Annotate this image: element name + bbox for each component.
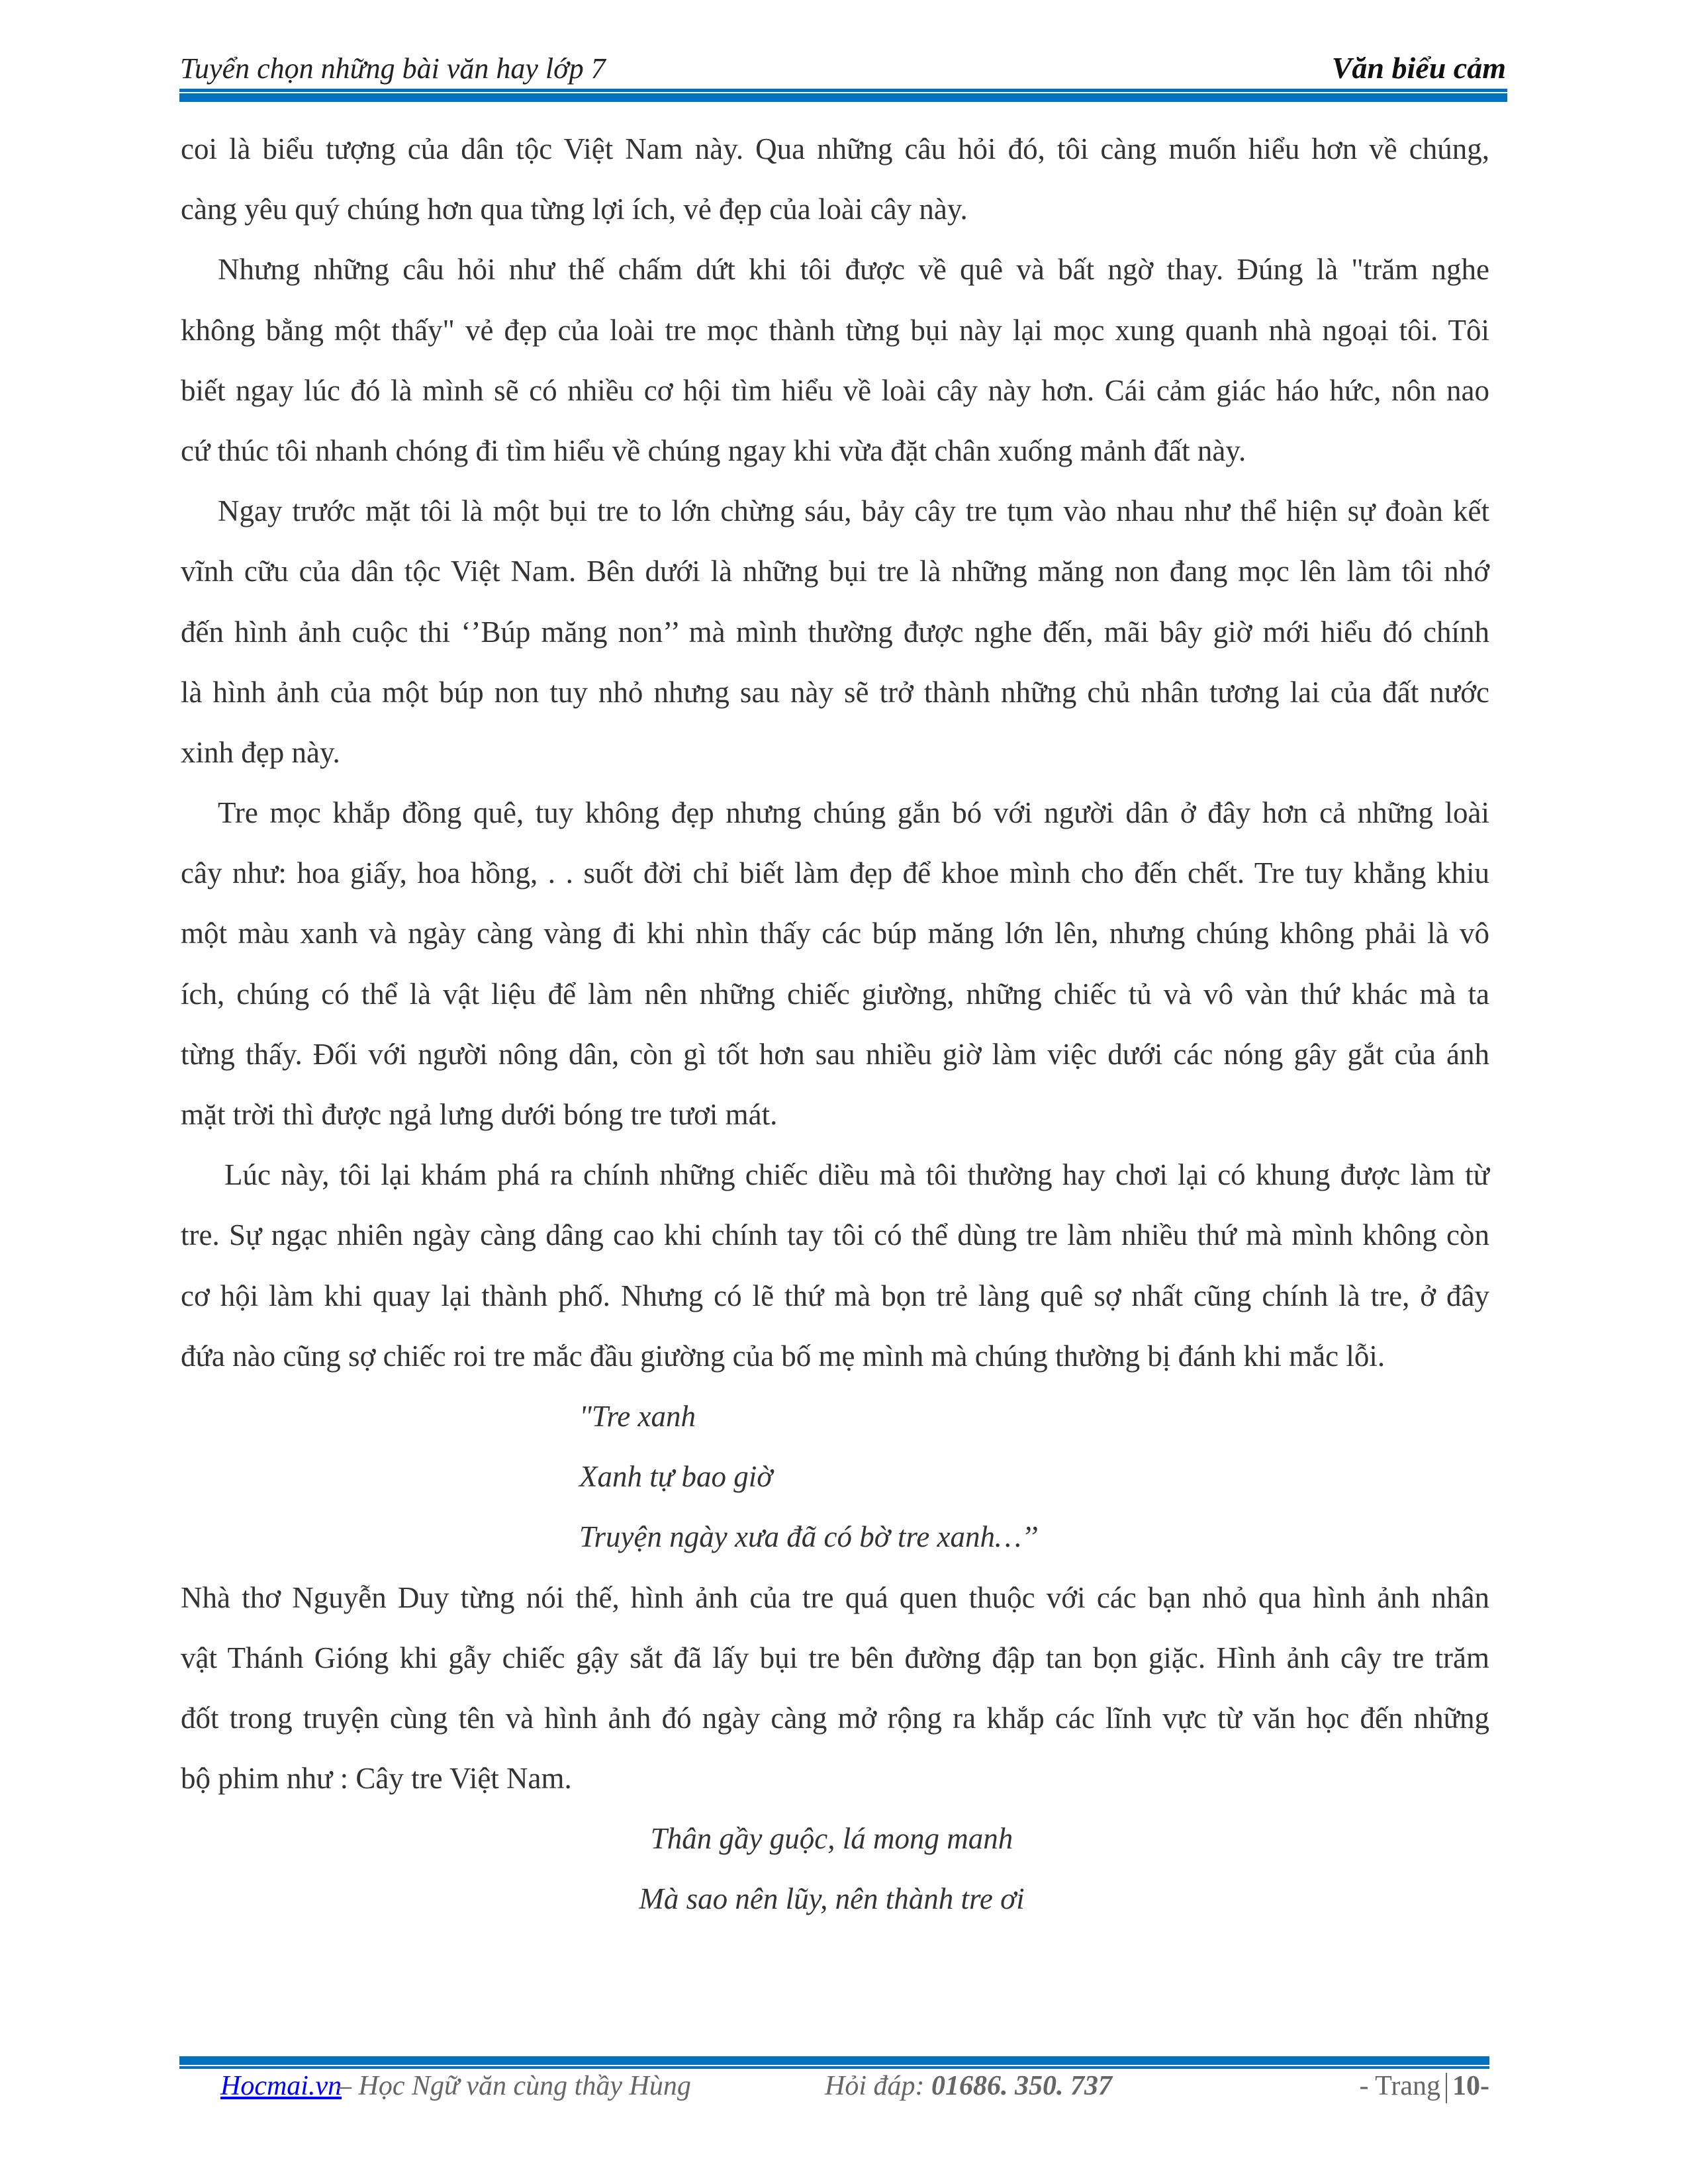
document-body xyxy=(181,119,1489,1930)
poem-line: Mà sao nên lũy, nên thành tre ơi xyxy=(639,1882,1025,1916)
text-line: đến hình ảnh cuộc thi ‘’Búp măng non’’ mà mình thường được nghe đến, mãi bây giờ mới hiểu đó chính xyxy=(181,615,1489,649)
text-line: một màu xanh và ngày càng vàng đi khi nhìn thấy các búp măng lớn lên, nhưng chúng không phải là vô xyxy=(181,917,1489,950)
text-line: không bằng một thấy" vẻ đẹp của loài tre mọc thành từng bụi này lại mọc xung quanh nhà ngoại tôi. Tôi xyxy=(181,313,1489,347)
text-line: bộ phim như : Cây tre Việt Nam. xyxy=(181,1762,572,1796)
poem-line: "Tre xanh xyxy=(579,1399,696,1433)
text-line: là hình ảnh của một búp non tuy nhỏ nhưng sau này sẽ trở thành những chủ nhân tương lai của đất nước xyxy=(181,675,1489,709)
text-line: cơ hội làm khi quay lại thành phố. Nhưng có lẽ thứ mà bọn trẻ làng quê sợ nhất cũng chính là tre, ở đây xyxy=(181,1279,1489,1312)
text-line: biết ngay lúc đó là mình sẽ có nhiều cơ hội tìm hiểu về loài cây này hơn. Cái cảm giác háo hức, nôn nao xyxy=(181,373,1489,407)
text-line: xinh đẹp này. xyxy=(181,735,340,769)
footer-qa-phone: 01686. 350. 737 xyxy=(931,2071,1112,2101)
text-line: Lúc này, tôi lại khám phá ra chính những chiếc diều mà tôi thường hay chơi lại có khung được làm từ xyxy=(224,1158,1489,1192)
text-line: càng yêu quý chúng hơn qua từng lợi ích, vẻ đẹp của loài cây này. xyxy=(181,193,968,226)
text-line: coi là biểu tượng của dân tộc Việt Nam này. Qua những câu hỏi đó, tôi càng muốn hiểu hơn về chúng, xyxy=(181,132,1489,165)
text-line: cây như: hoa giấy, hoa hồng, . . suốt đời chỉ biết làm đẹp để khoe mình cho đến chết. Tre tuy khẳng khiu xyxy=(181,856,1489,890)
text-line: tre. Sự ngạc nhiên ngày càng dâng cao khi chính tay tôi có thể dùng tre làm nhiều thứ mà mình không còn xyxy=(181,1218,1489,1252)
header-section: Văn biểu cảm xyxy=(1331,51,1506,85)
text-line: vĩnh cữu của dân tộc Việt Nam. Bên dưới là những bụi tre là những măng non đang mọc lên làm tôi nhớ xyxy=(181,555,1489,588)
footer-site-link[interactable]: Hocmai.vn xyxy=(220,2071,342,2101)
footer-divider-thick xyxy=(179,2056,1489,2065)
text-line: Tre mọc khắp đồng quê, tuy không đẹp nhưng chúng gắn bó với người dân ở đây hơn cả những loài xyxy=(218,796,1489,830)
footer-page-number: 10- xyxy=(1452,2071,1489,2101)
text-line: mặt trời thì được ngả lưng dưới bóng tre tươi mát. xyxy=(181,1098,778,1131)
text-line: Nhà thơ Nguyễn Duy từng nói thế, hình ảnh của tre quá quen thuộc với các bạn nhỏ qua hình ảnh nhân xyxy=(181,1580,1489,1614)
footer-qa xyxy=(825,2070,1112,2102)
text-line: ích, chúng có thể là vật liệu để làm nên những chiếc giường, những chiếc tủ và vô vàn thứ khác mà ta xyxy=(181,977,1489,1011)
header-title: Tuyển chọn những bài văn hay lớp 7 xyxy=(180,52,606,85)
footer-divider-thin xyxy=(179,2066,1489,2069)
footer-page-separator xyxy=(1446,2073,1447,2103)
text-line: đứa nào cũng sợ chiếc roi tre mắc đầu giường của bố mẹ mình mà chúng thường bị đánh khi mắc lỗi. xyxy=(181,1339,1385,1373)
text-line: Nhưng những câu hỏi như thế chấm dứt khi tôi được về quê và bất ngờ thay. Đúng là "trăm nghe xyxy=(218,253,1489,287)
header-divider-thin xyxy=(179,89,1507,92)
text-line: đốt trong truyện cùng tên và hình ảnh đó ngày càng mở rộng ra khắp các lĩnh vực từ văn học đến những xyxy=(181,1701,1489,1735)
text-line: vật Thánh Gióng khi gẫy chiếc gậy sắt đã lấy bụi tre bên đường đập tan bọn giặc. Hình ảnh cây tre trăm xyxy=(181,1641,1489,1674)
text-line: Ngay trước mặt tôi là một bụi tre to lớn chừng sáu, bảy cây tre tụm vào nhau như thể hiện sự đoàn kết xyxy=(218,494,1489,528)
poem-line: Thân gầy guộc, lá mong manh xyxy=(650,1822,1013,1856)
text-line: cứ thúc tôi nhanh chóng đi tìm hiểu về chúng ngay khi vừa đặt chân xuống mảnh đất này. xyxy=(181,433,1246,467)
footer-qa-label: Hỏi đáp: xyxy=(825,2071,925,2101)
footer-page-prefix: - Trang xyxy=(1359,2071,1440,2101)
footer-subtitle: – Học Ngữ văn cùng thầy Hùng xyxy=(338,2071,691,2101)
header-divider-thick xyxy=(179,93,1507,102)
text-line: từng thấy. Đối với người nông dân, còn gì tốt hơn sau nhiều giờ làm việc dưới các nóng gây gắt của ánh xyxy=(181,1037,1489,1071)
poem-line: Truyện ngày xưa đã có bờ tre xanh…’’ xyxy=(579,1520,1039,1554)
footer-page xyxy=(1359,2070,1489,2103)
poem-line: Xanh tự bao giờ xyxy=(579,1460,773,1494)
